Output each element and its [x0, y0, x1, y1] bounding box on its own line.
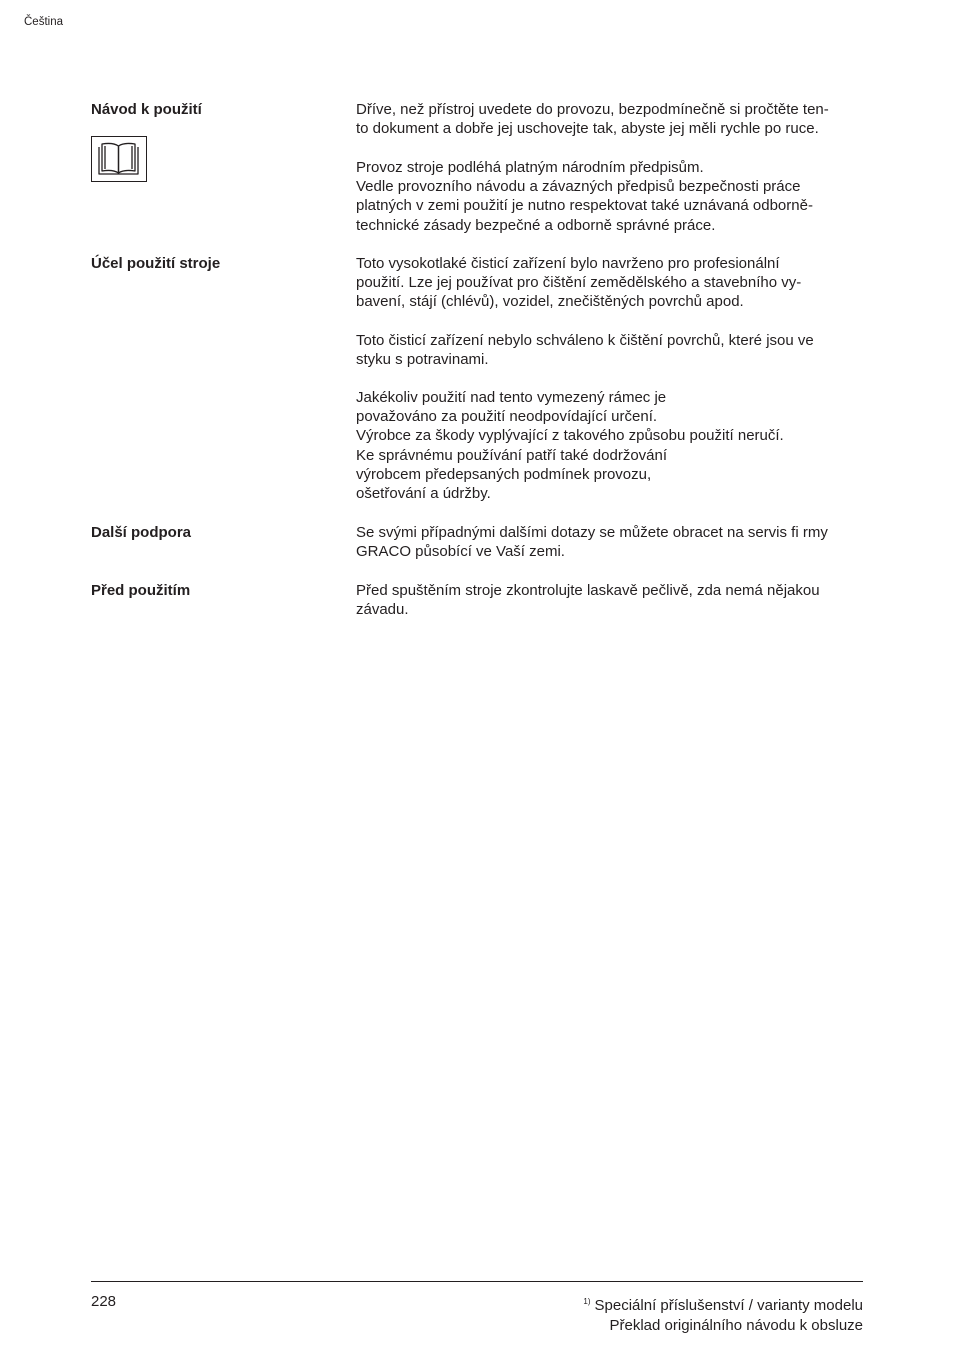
text-line: považováno za použití neodpovídající určení.: [356, 408, 658, 426]
text-line: platných v zemi použití je nutno respektovat také uznávaná odborně-: [356, 197, 813, 215]
footer-divider: [91, 1281, 863, 1282]
intended-use-paragraph-3: [356, 388, 866, 503]
text-line: technické zásady bezpečné a odborně správné práce.: [356, 216, 716, 234]
section-title-manual: Návod k použití: [91, 101, 202, 118]
support-paragraph: [356, 523, 866, 561]
footnote-line: [583, 1292, 863, 1316]
before-use-paragraph: [356, 581, 866, 619]
section-title-intended-use: Účel použití stroje: [91, 255, 221, 272]
manual-paragraph-2: [356, 158, 866, 235]
footnote-text: Speciální příslušenství / varianty modelu: [594, 1297, 863, 1314]
text-line: GRACO působící ve Vaší zemi.: [356, 543, 565, 561]
text-line: závadu.: [356, 601, 409, 619]
text-line: styku s potravinami.: [356, 351, 489, 369]
page-number: 228: [91, 1293, 117, 1310]
footer-notes: [583, 1292, 863, 1336]
translation-note: Překlad originálního návodu k obsluze: [609, 1317, 863, 1334]
text-line: Před spuštěním stroje zkontrolujte laskavě pečlivě, zda nemá nějakou: [356, 582, 820, 599]
language-label: Čeština: [24, 16, 63, 28]
section-title-support: Další podpora: [91, 524, 192, 541]
section-title-before-use: Před použitím: [91, 582, 191, 599]
text-line: Dříve, než přístroj uvedete do provozu, bezpodmínečně si pročtěte ten-: [356, 101, 829, 118]
text-line: to dokument a dobře jej uschovejte tak, abyste jej měli rychle po ruce.: [356, 120, 819, 138]
read-manual-book-icon: [91, 136, 147, 182]
text-line: Se svými případnými dalšími dotazy se můžete obracet na servis fi rmy: [356, 524, 828, 541]
text-line: výrobcem předepsaných podmínek provozu,: [356, 465, 652, 483]
text-line: Provoz stroje podléhá platným národním předpisům.: [356, 159, 704, 176]
text-line: Jakékoliv použití nad tento vymezený rámec je: [356, 389, 667, 406]
text-line: Ke správnému používání patří také dodržování: [356, 446, 668, 464]
intended-use-paragraph-2: [356, 331, 866, 369]
text-line: Výrobce za škody vyplývající z takového způsobu použití neručí.: [356, 427, 784, 445]
text-line: použití. Lze jej používat pro čištění zemědělského a stavebního vy-: [356, 274, 802, 292]
footnote-marker: 1): [583, 1297, 591, 1306]
text-line: Toto vysokotlaké čisticí zařízení bylo navrženo pro profesionální: [356, 255, 780, 272]
intended-use-paragraph-1: [356, 254, 866, 312]
text-line: Vedle provozního návodu a závazných předpisů bezpečnosti práce: [356, 178, 801, 196]
manual-paragraph-1: [356, 100, 866, 138]
text-line: bavení, stájí (chlévů), vozidel, znečištěných povrchů apod.: [356, 293, 744, 311]
text-line: Toto čisticí zařízení nebylo schváleno k čištění povrchů, které jsou ve: [356, 332, 814, 349]
text-line: ošetřování a údržby.: [356, 485, 491, 503]
